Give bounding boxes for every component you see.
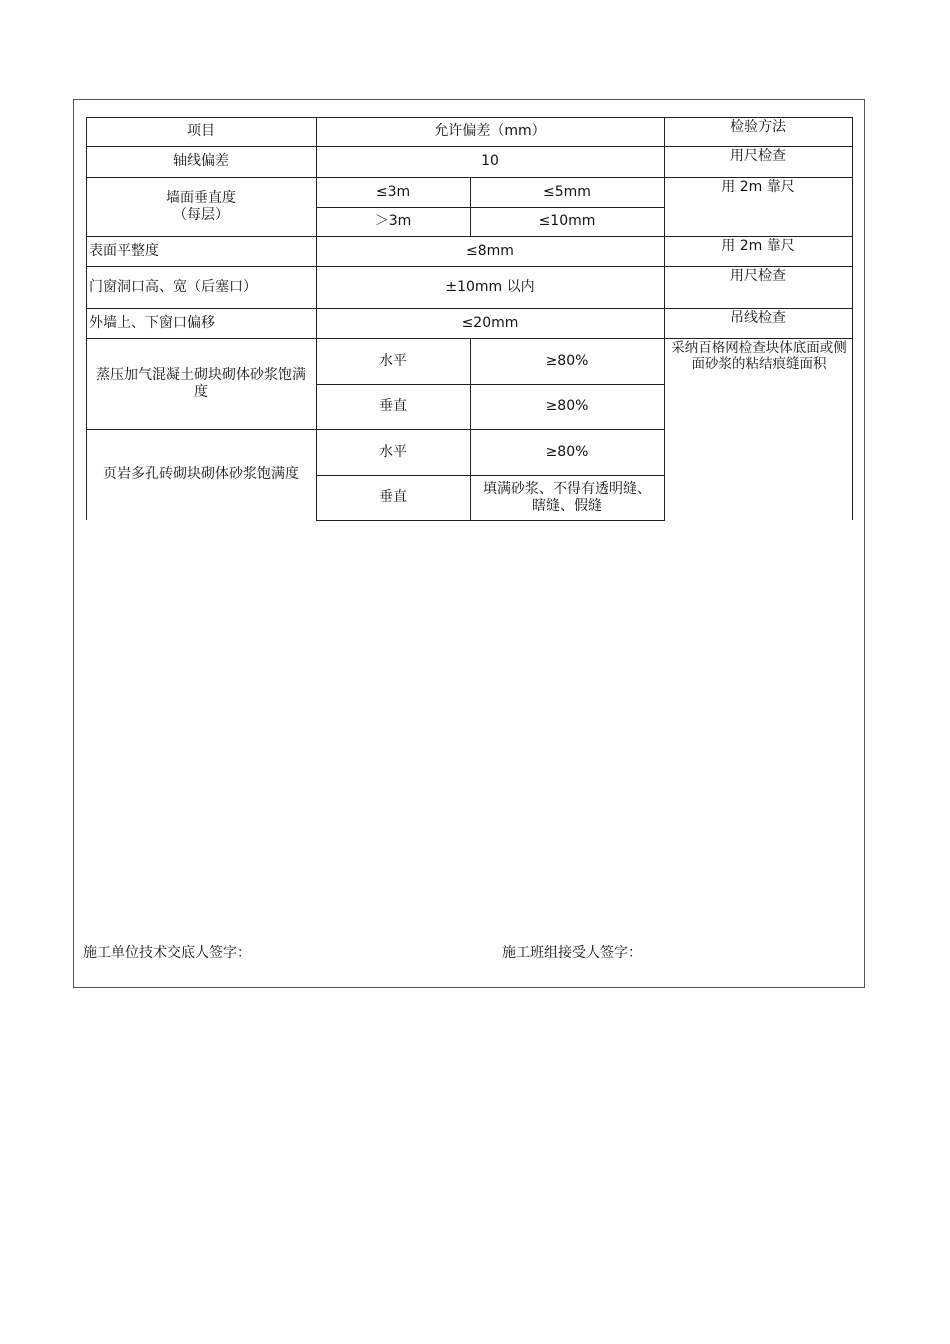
window-offset-item: 外墙上、下窗口偏移 xyxy=(89,314,215,331)
wall-vertical-cond1: ≤3m xyxy=(375,183,411,200)
opening-method: 用尺检查 xyxy=(730,268,786,284)
opening-value: ±10mm 以内 xyxy=(445,278,535,295)
aac-mortar-value1: ≥80% xyxy=(545,352,589,369)
mortar-method: 采纳百格网检查块体底面或侧面砂浆的粘结痕缝面积 xyxy=(671,340,847,372)
wall-vertical-value1: ≤5mm xyxy=(543,183,591,200)
wall-vertical-method: 用 2m 靠尺 xyxy=(721,179,795,195)
wall-vertical-value2: ≤10mm xyxy=(538,213,596,229)
aac-mortar-dir2: 垂直 xyxy=(379,398,407,414)
flatness-value: ≤8mm xyxy=(466,242,514,259)
flatness-item: 表面平整度 xyxy=(89,242,159,259)
shale-mortar-dir2: 垂直 xyxy=(379,489,407,505)
opening-item: 门窗洞口高、宽（后塞口） xyxy=(89,278,257,295)
team-signature-label: 施工班组接受人签字： xyxy=(502,945,642,961)
window-offset-method: 吊线检查 xyxy=(730,310,786,326)
aac-mortar-dir1: 水平 xyxy=(379,352,407,369)
header-tolerance: 允许偏差（mm） xyxy=(434,123,546,139)
contractor-signature-label: 施工单位技术交底人签字： xyxy=(83,945,251,961)
shale-mortar-dir1: 水平 xyxy=(379,443,407,460)
axis-item: 轴线偏差 xyxy=(173,153,229,169)
flatness-method: 用 2m 靠尺 xyxy=(721,238,795,254)
shale-mortar-value2: 填满砂浆、不得有透明缝、瞎缝、假缝 xyxy=(483,480,651,514)
axis-method: 用尺检查 xyxy=(730,148,786,164)
wall-vertical-item: 墙面垂直度（每层） xyxy=(166,189,236,223)
axis-value: 10 xyxy=(481,153,499,169)
shale-mortar-item: 页岩多孔砖砌块砌体砂浆饱满度 xyxy=(103,466,299,482)
wall-vertical-cond2: ＞3m xyxy=(374,213,412,229)
aac-mortar-value2: ≥80% xyxy=(545,398,589,414)
aac-mortar-item: 蒸压加气混凝土砌块砌体砂浆饱满度 xyxy=(96,366,306,400)
header-item: 项目 xyxy=(187,123,215,139)
window-offset-value: ≤20mm xyxy=(461,314,519,331)
header-method: 检验方法 xyxy=(730,119,786,135)
shale-mortar-value1: ≥80% xyxy=(545,443,589,460)
